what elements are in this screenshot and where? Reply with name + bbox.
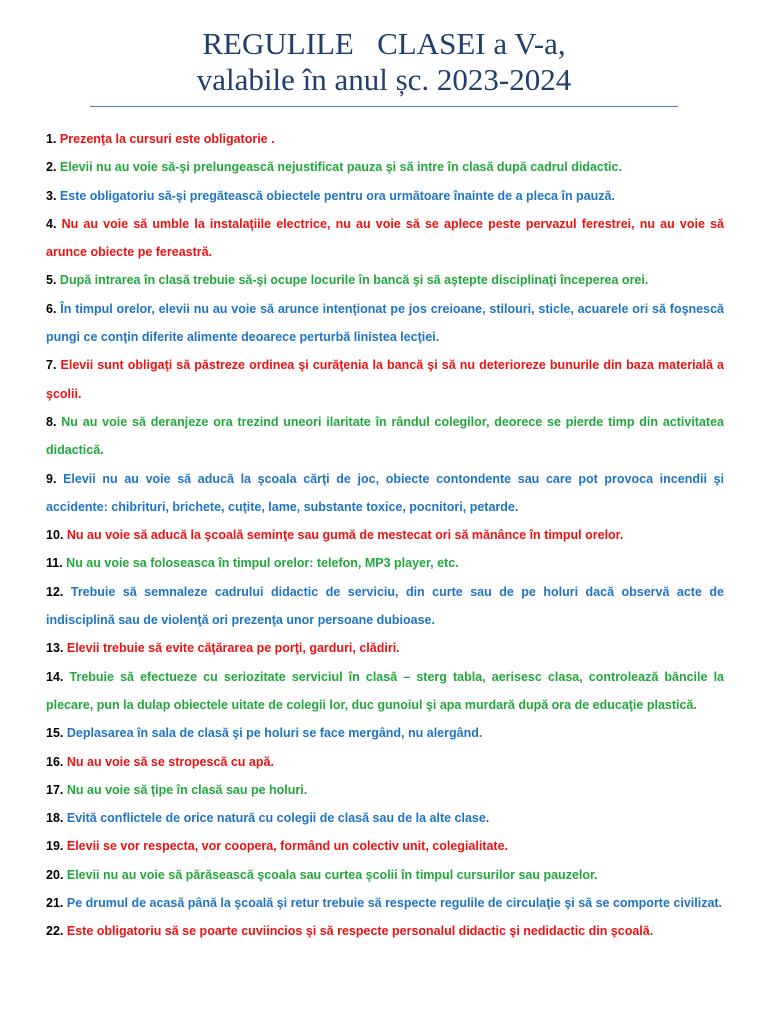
title-line-1: REGULILE CLASEI a V-a, — [202, 26, 566, 61]
rule-text: Elevii se vor respecta, vor coopera, formând un colectiv unit, colegialitate. — [66, 839, 508, 854]
rule-text: În timpul orelor, elevii nu au voie să arunce intenţionat pe jos creioane, stilouri, sticle, acuarele ori să foşnescă pungi ce conţin diferite alimente deoarece perturbă linistea lecţiei. — [46, 301, 724, 345]
rule-text: Pe drumul de acasă până la şcoală şi retur trebuie să respecte regulile de circulaţie şi să se comporte civilizat. — [66, 896, 723, 911]
rule-item — [46, 266, 724, 294]
rule-number: 5. — [46, 273, 57, 288]
rule-text: Trebuie să semnaleze cadrului didactic de serviciu, din curte sau de pe holuri dacă observă acte de indisciplină sau de violenţă ori prezenţa unor persoane dubioase. — [46, 584, 724, 628]
rule-item — [46, 832, 724, 860]
rule-number: 15. — [46, 726, 64, 741]
rule-item — [46, 153, 724, 181]
rule-number: 20. — [46, 867, 64, 882]
rule-text: Nu au voie să aducă la şcoală seminţe sau gumă de mestecat ori să mănânce în timpul orelor. — [66, 528, 624, 543]
rule-item — [46, 634, 724, 662]
rule-text: Nu au voie să ţipe în clasă sau pe holuri. — [66, 782, 308, 797]
rule-number: 9. — [46, 471, 57, 486]
rule-item — [46, 465, 724, 522]
rule-item — [46, 804, 724, 832]
rule-number: 4. — [46, 216, 57, 231]
rule-text: Evită conflictele de orice natură cu colegii de clasă sau de la alte clase. — [66, 811, 490, 826]
rule-number: 2. — [46, 160, 57, 175]
rule-item — [46, 295, 724, 352]
rule-item — [46, 521, 724, 549]
rule-item — [46, 861, 724, 889]
rule-text: Deplasarea în sala de clasă şi pe holuri se face mergând, nu alergând. — [66, 726, 483, 741]
rule-number: 1. — [46, 132, 57, 146]
rule-number: 22. — [46, 924, 64, 939]
rule-item — [46, 210, 724, 267]
rule-text: Elevii trebuie să evite căţărarea pe porţi, garduri, clădiri. — [66, 641, 400, 656]
rule-number: 14. — [46, 669, 64, 684]
rule-item — [46, 917, 724, 945]
rule-item — [46, 578, 724, 635]
rule-item — [46, 663, 724, 720]
rule-item — [46, 748, 724, 776]
rule-item — [46, 182, 724, 210]
rule-number: 19. — [46, 839, 64, 854]
rule-text: Elevii nu au voie să aducă la şcoala cărţi de joc, obiecte contondente sau care pot provoca incendii şi accidente: chibrituri, brichete, cuţite, lame, substante toxice, pocnitori, petarde. — [46, 471, 724, 514]
rule-item — [46, 549, 724, 577]
rule-item — [46, 776, 724, 804]
rule-item — [46, 719, 724, 747]
rule-item — [46, 889, 724, 917]
rule-text: Elevii sunt obligaţi să păstreze ordinea şi curăţenia la bancă şi să nu deterioreze bunurile din baza materială a şcolii. — [46, 358, 724, 401]
rule-text: Elevii nu au voie să-şi prelungească nejustificat pauza şi să intre în clasă după cadrul didactic. — [59, 160, 622, 175]
rule-item — [46, 125, 724, 153]
rule-number: 21. — [46, 896, 64, 911]
rule-number: 7. — [46, 358, 57, 373]
rule-number: 6. — [46, 301, 57, 316]
rule-text: Prezenţa la cursuri este obligatorie . — [59, 132, 275, 146]
rule-number: 18. — [46, 811, 64, 826]
rule-text: Nu au voie să umble la instalaţiile electrice, nu au voie să se aplece peste pervazul ferestrei, nu au voie să arunce obiecte pe fereastră. — [46, 216, 724, 260]
rule-text: Trebuie să efectueze cu seriozitate serviciul în clasă – sterg tabla, aerisesc clasa, controlează băncile la plecare, pun la dulap obiectele uitate de colegii lor, duc gunoiul şi apa murdară după ora de educaţie plastică. — [46, 669, 724, 712]
rule-number: 3. — [46, 188, 57, 203]
rule-text: Nu au voie să deranjeze ora trezind uneori ilaritate în rândul colegilor, deorece se pierde timp din activitatea didactică. — [46, 414, 724, 458]
rules-list — [46, 125, 724, 946]
title-underline — [90, 106, 678, 107]
rule-text: Este obligatoriu să se poarte cuviincios şi să respecte personalul didactic şi nedidactic din şcoală. — [66, 924, 654, 939]
rule-text: Este obligatoriu să-şi pregătească obiectele pentru ora următoare înainte de a pleca în pauză. — [59, 188, 615, 203]
rule-text: Nu au voie sa foloseasca în timpul orelor: telefon, MP3 player, etc. — [66, 556, 459, 571]
rule-text: Nu au voie să se stropescă cu apă. — [66, 754, 274, 769]
rule-number: 17. — [46, 782, 64, 797]
rule-number: 13. — [46, 641, 64, 656]
rule-number: 16. — [46, 754, 64, 769]
rule-item — [46, 408, 724, 465]
title-line-2: valabile în anul șc. 2023-2024 — [196, 62, 572, 97]
rule-number: 10. — [46, 528, 64, 543]
rule-number: 8. — [46, 414, 57, 429]
document-title — [0, 26, 768, 98]
rule-text: După intrarea în clasă trebuie să-şi ocupe locurile în bancă şi să aştepte disciplinaţi începerea orei. — [59, 273, 649, 288]
rule-number: 12. — [46, 584, 64, 599]
rule-item — [46, 351, 724, 408]
rule-number: 11. — [46, 556, 63, 571]
rule-text: Elevii nu au voie să părăsească şcoala sau curtea şcolii în timpul cursurilor sau pauzelor. — [66, 867, 598, 882]
